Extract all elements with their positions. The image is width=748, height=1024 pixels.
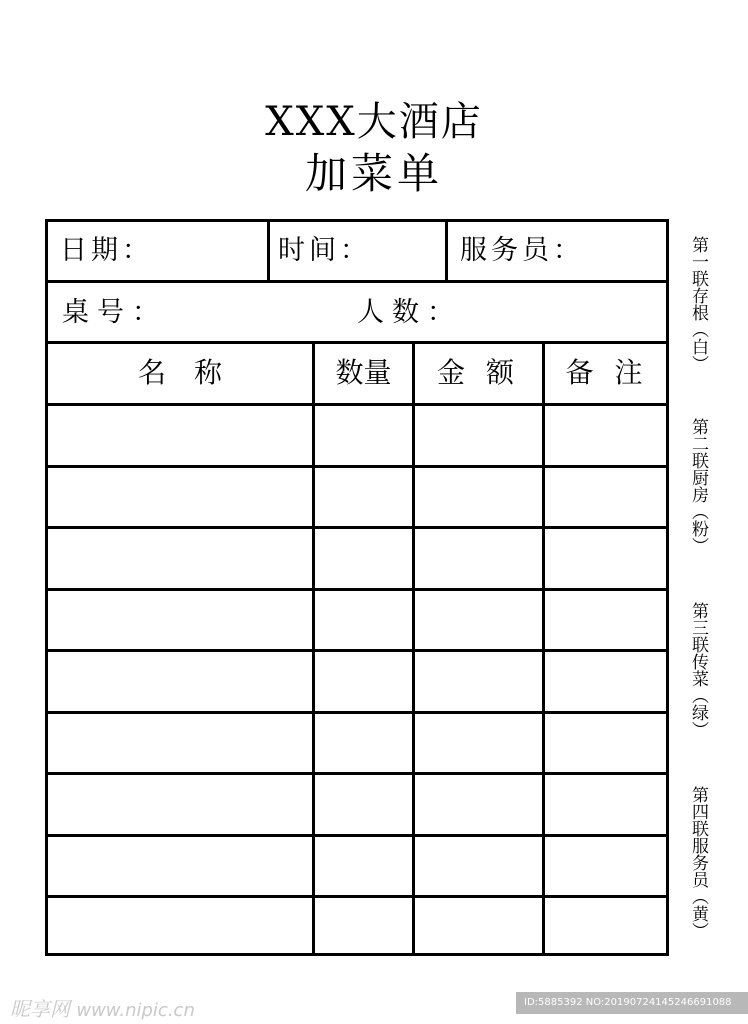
copy-note-yellow: 第四联服务员（黄）	[688, 785, 708, 939]
copy-note-pink: 第二联厨房（粉）	[688, 418, 708, 554]
row-divider	[48, 526, 666, 529]
row-divider	[48, 280, 666, 283]
row-divider	[48, 588, 666, 591]
watermark-brand: 昵享网	[10, 997, 70, 1021]
col-divider	[312, 341, 315, 956]
col-divider	[542, 341, 545, 956]
page-subtitle: 加菜单	[304, 149, 443, 198]
col-header-name: 名 称	[137, 356, 222, 389]
col-divider	[412, 341, 415, 956]
guest-count-label: 人数：	[357, 297, 462, 328]
time-label: 时间：	[278, 235, 371, 266]
row-divider	[48, 834, 666, 837]
waiter-label: 服务员：	[460, 235, 584, 266]
copy-note-green: 第三联传菜（绿）	[688, 602, 708, 738]
table-number-label: 桌号：	[62, 297, 167, 328]
row-divider	[48, 341, 666, 344]
row-divider	[48, 711, 666, 714]
watermark-url: www.nipic.cn	[76, 1000, 195, 1021]
col-divider	[445, 222, 448, 280]
col-header-note: 备 注	[565, 356, 649, 389]
watermark	[10, 993, 195, 1022]
row-divider	[48, 772, 666, 775]
row-divider	[48, 465, 666, 468]
page-title: XXX大酒店	[265, 99, 483, 145]
image-id-bar: ID:5885392 NO:20190724145246691088	[516, 992, 748, 1014]
col-header-amount: 金 额	[437, 356, 520, 389]
row-divider	[48, 895, 666, 898]
date-label: 日期：	[60, 235, 153, 266]
row-divider	[48, 403, 666, 406]
col-divider	[267, 222, 270, 280]
row-divider	[48, 649, 666, 652]
copy-note-white: 第一联存根（白）	[688, 236, 708, 372]
order-form	[45, 219, 669, 956]
col-header-quantity: 数量	[335, 356, 392, 389]
